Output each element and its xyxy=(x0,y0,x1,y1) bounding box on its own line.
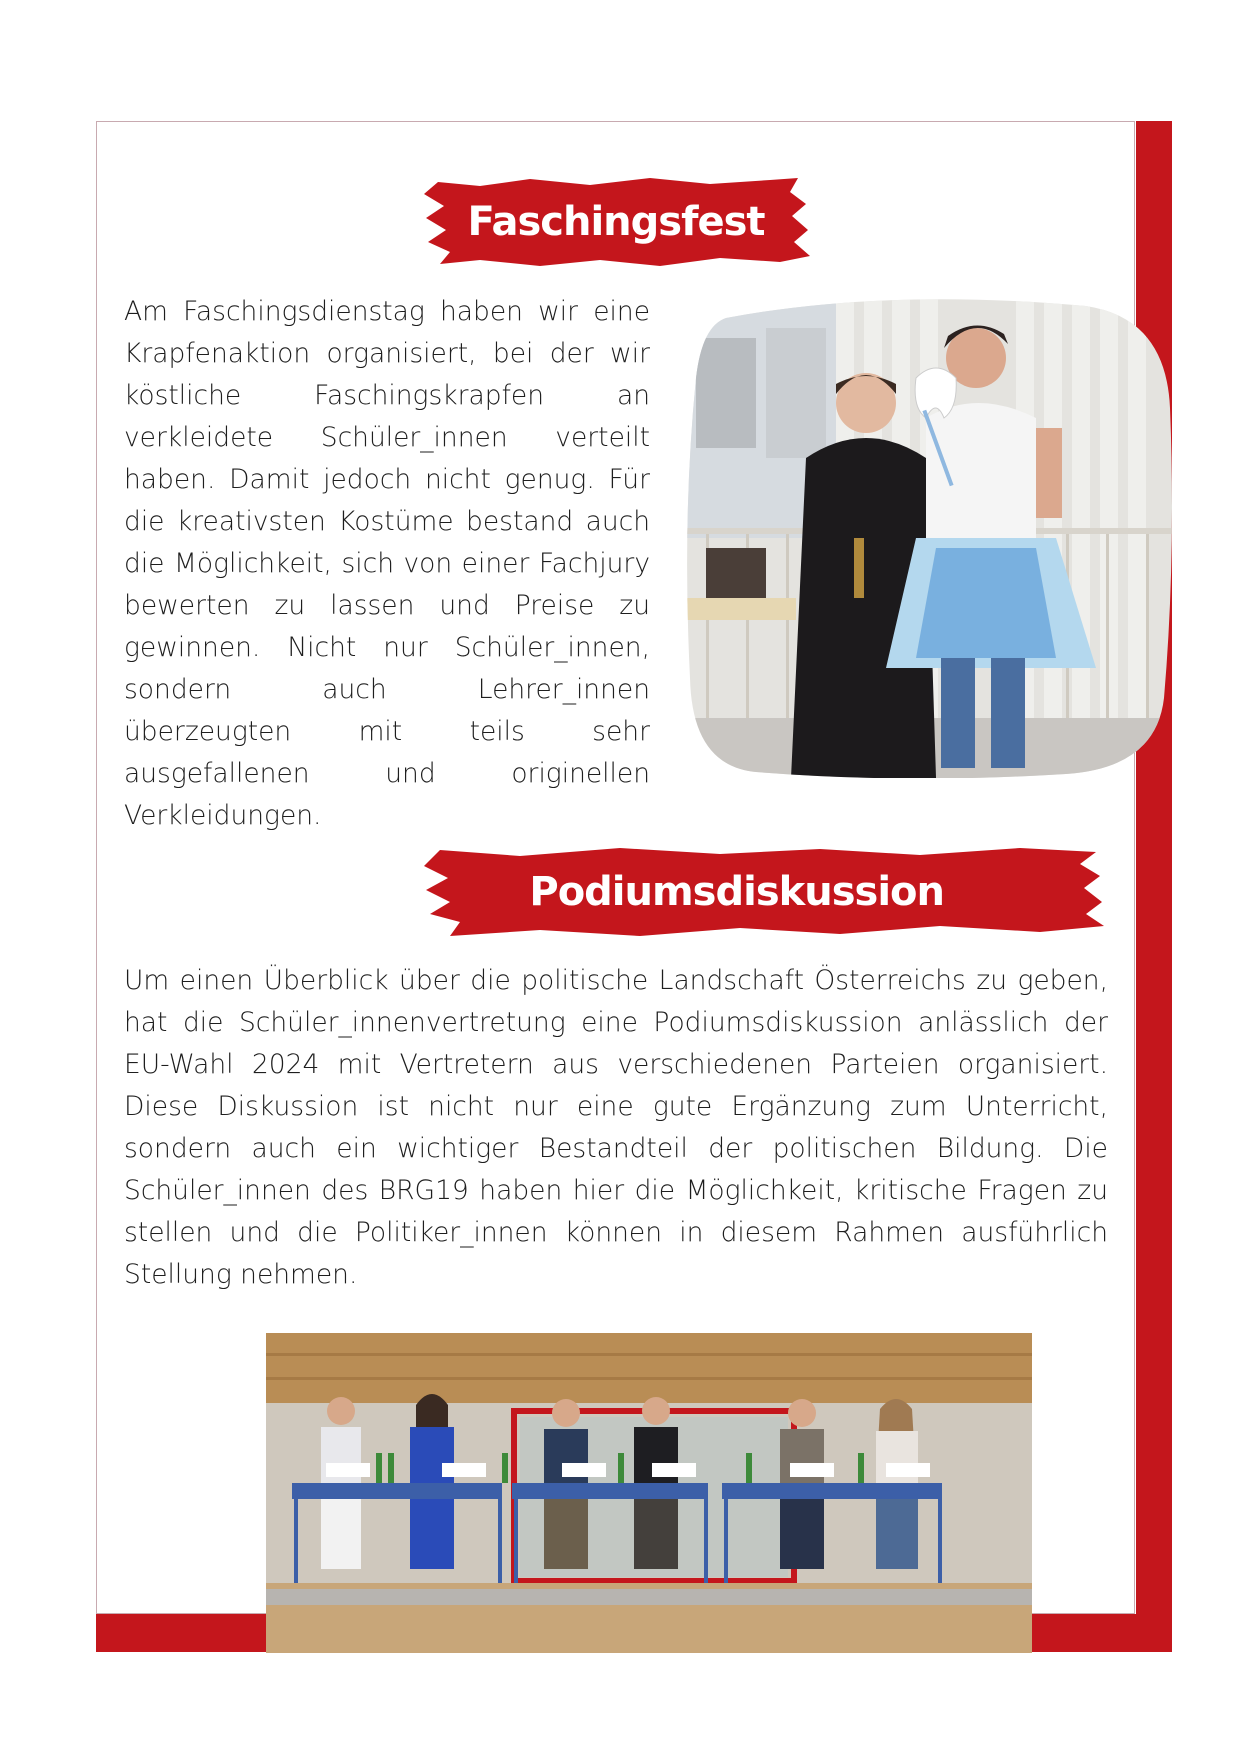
section-title: Faschingsfest xyxy=(467,199,765,245)
section-body-faschingsfest: Am Faschingsdienstag haben wir eine Krapfenaktion organisiert, bei der wir köstliche Faschingskrapfen an verkleidete Schüler_innen verteilt haben. Damit jedoch nicht genug. Für die kreativsten Kostüme bestand auch die Möglichkeit, sich von einer Fachjury bewerten zu lassen und Preise zu gewinnen. Nicht nur Schüler_innen, sondern auch Lehrer_innen überzeugten mit teils sehr ausgefallenen und originellen Verkleidungen. xyxy=(124,296,650,831)
section-title: Podiumsdiskussion xyxy=(529,869,944,915)
section-banner-podiumsdiskussion xyxy=(420,846,1104,938)
section-banner-faschingsfest xyxy=(420,176,812,268)
faschingsfest-photo xyxy=(686,298,1174,778)
section-body-podiumsdiskussion: Um einen Überblick über die politische Landschaft Österreichs zu geben, hat die Schüler_innenvertretung eine Podiumsdiskussion anlässlich der EU-Wahl 2024 mit Vertretern aus verschiedenen Parteien organisiert. Diese Diskussion ist nicht nur eine gute Ergänzung zum Unterricht, sondern auch ein wichtiger Bestandteil der politischen Bildung. Die Schüler_innen des BRG19 haben hier die Möglichkeit, kritische Fragen zu stellen und die Politiker_innen können in diesem Rahmen ausführlich Stellung nehmen. xyxy=(124,965,1108,1290)
podiumsdiskussion-photo xyxy=(266,1333,1032,1653)
